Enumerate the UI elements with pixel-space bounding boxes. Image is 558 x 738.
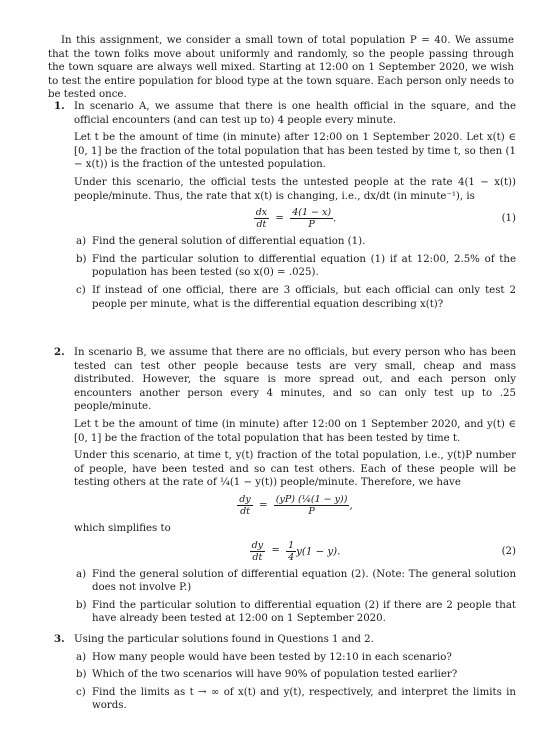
equation-1 (74, 207, 516, 231)
q2a-label: a) (76, 568, 87, 580)
q1b-text: Find the particular solution to differential equation (1) if at 12:00, 2.5% of the population has been tested (so x(0) = .025). (92, 253, 516, 279)
q2a-text: Find the general solution of differential equation (2). (Note: The general solution does not involve P.) (92, 568, 516, 594)
eq1-lhs (254, 207, 269, 230)
eq1-equals: = (275, 212, 284, 224)
eq2a-rhs-den: P (308, 505, 315, 517)
q3-subquestion-a (74, 651, 516, 665)
q3c-text: Find the limits as t → ∞ of x(t) and y(t), respectively, and interpret the limits in words. (92, 686, 516, 712)
question-1 (54, 100, 516, 315)
q2-subquestion-a (74, 568, 516, 595)
eq2a-tail: , (349, 500, 353, 512)
eq1-rhs (290, 207, 333, 230)
eq2-equals: = (271, 545, 280, 557)
question-1-number: 1. (54, 100, 65, 112)
eq2a-lhs-num: dy (239, 493, 251, 505)
eq2-coef-den: 4 (288, 551, 295, 563)
eq2-coef-num: 1 (288, 539, 295, 551)
question-2 (54, 346, 516, 630)
q3b-text: Which of the two scenarios will have 90% of population tested earlier? (92, 669, 458, 681)
q1a-text: Find the general solution of differential equation (1). (92, 236, 366, 248)
q1-rate-text: Under this scenario, the official tests the untested people at the rate 4(1 − x(t)) people/minute. Thus, the rate that x(t) is changing, i.e., dx/dt (in minute⁻¹), is (74, 176, 516, 202)
q1c-text: If instead of one official, there are 3 officials, but each official can only test 2 people per minute, what is the differential equation describing x(t)? (92, 284, 516, 310)
question-2-number: 2. (54, 346, 65, 358)
q1c-label: c) (76, 284, 86, 296)
eq1-lhs-den: dt (256, 219, 267, 231)
simplifies-text: which simplifies to (74, 522, 171, 534)
q3-subquestions (74, 651, 516, 713)
q3-subquestion-b (74, 668, 516, 682)
eq2-lhs-den: dt (252, 551, 263, 563)
eq2a-lhs-den: dt (240, 505, 250, 517)
q3b-label: b) (76, 669, 87, 681)
q2-subquestions (74, 568, 516, 626)
eq2a-rhs-num: (yP) (¼(1 − y)) (275, 493, 348, 505)
eq2a-rhs (274, 493, 353, 517)
equation-1-number: (1) (501, 213, 516, 225)
q3-intro-text: Using the particular solutions found in Questions 1 and 2. (74, 634, 374, 645)
eq2a-equals: = (259, 499, 268, 511)
q1b-label: b) (76, 253, 87, 265)
eq2-coefficient (286, 540, 296, 563)
eq2-rhs: y(1 − y). (296, 546, 341, 558)
q3a-text: How many people would have been tested by 12:10 in each scenario? (92, 651, 452, 663)
q2-rate-text: Under this scenario, at time t, y(t) fraction of the total population, i.e., y(t)P number of people, have been tested and so can test others. Each of these people will be testing others at the rate of ¼(1 − y(t)) people/minute. Therefore, we have (74, 450, 516, 489)
q3-subquestion-c (74, 686, 516, 713)
eq1-rhs-den: P (308, 219, 315, 231)
intro-paragraph: In this assignment, we consider a small town of total population P = 40. We assume that the town folks move about uniformly and randomly, so the people passing through the town square are always well mixed. Starting at 12:00 on 1 September 2020, we wish to test the entire population for blood type at the town square. Each person only needs to be tested once. (48, 35, 514, 101)
q1-definition-text: Let t be the amount of time (in minute) after 12:00 on 1 September 2020. Let x(t) ∈ [0, 1] be the fraction of the total population that has been tested by time t, so then (1 − x(t)) is the fraction of the untested population. (74, 132, 516, 171)
q2b-text: Find the particular solution to differential equation (2) if there are 2 people that have already been tested at 12:00 on 1 September 2020. (92, 599, 516, 625)
q1a-label: a) (76, 236, 87, 248)
equation-2 (74, 540, 516, 564)
eq2a-lhs (237, 494, 252, 517)
q1-scenario-text: In scenario A, we assume that there is one health official in the square, and the official encounters (and can test up to) 4 people every minute. (74, 101, 516, 126)
q1-subquestion-b (74, 253, 516, 280)
eq1-rhs-num: 4(1 − x) (292, 207, 332, 219)
equation-2-number: (2) (501, 545, 516, 557)
q2b-label: b) (76, 599, 87, 611)
q3c-label: c) (76, 686, 86, 698)
question-3 (54, 633, 516, 717)
eq1-lhs-num: dx (255, 207, 268, 219)
q2-definition-text: Let t be the amount of time (in minute) after 12:00 on 1 September 2020, and y(t) ∈ [0, 1] be the fraction of the total population that has been tested by time t. (74, 418, 516, 444)
eq1-tail: . (333, 213, 337, 225)
equation-2-unsimplified (74, 494, 516, 518)
q1-subquestion-c (74, 284, 516, 311)
eq2-lhs (250, 540, 265, 563)
q1-subquestions (74, 235, 516, 311)
q2-scenario-text: In scenario B, we assume that there are no officials, but every person who has been tested can test other people because tests are very small, cheap and mass distributed. However, the square is more spread out, and each person only encounters another person every 4 minutes, and so can only test up to .25 people/minute. (74, 347, 516, 413)
q2-subquestion-b (74, 599, 516, 626)
question-3-number: 3. (54, 633, 65, 645)
q1-subquestion-a (74, 235, 516, 249)
eq2-lhs-num: dy (251, 539, 264, 551)
q3a-label: a) (76, 651, 87, 663)
